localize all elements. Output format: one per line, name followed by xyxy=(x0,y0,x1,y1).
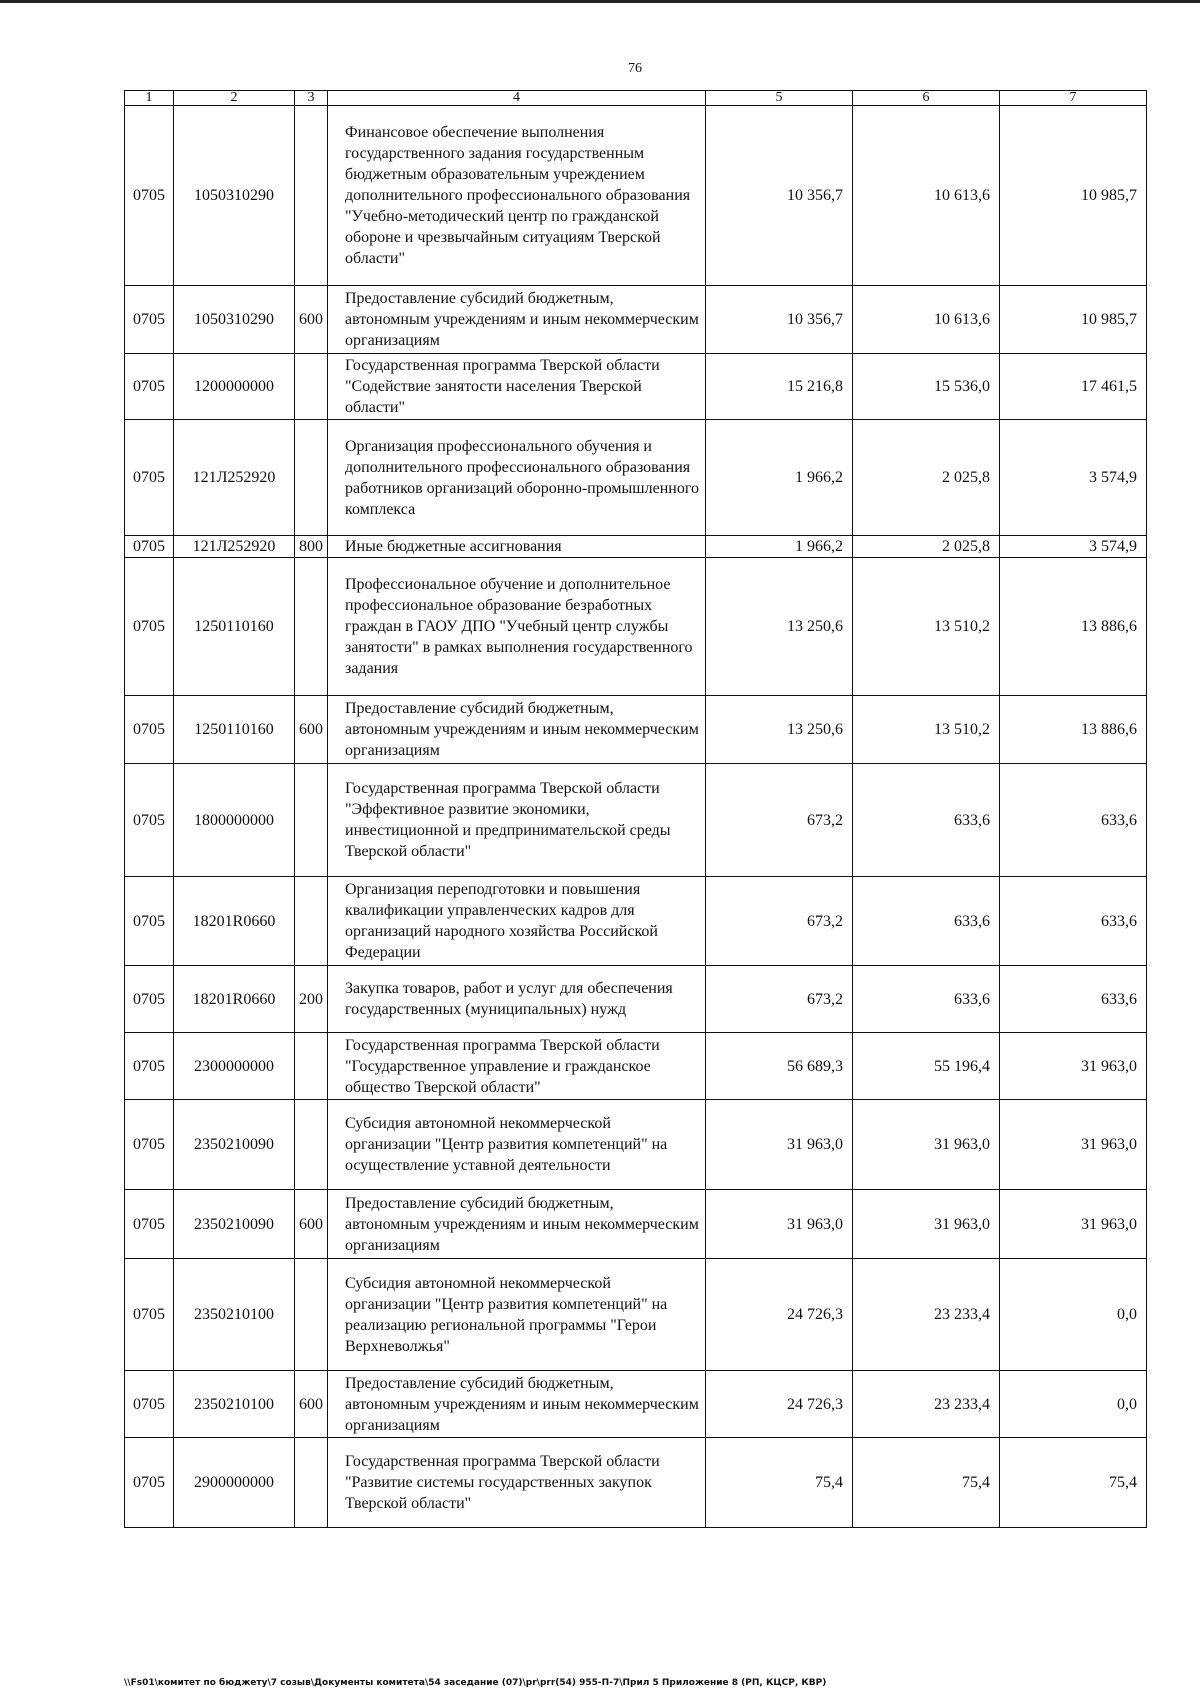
cell-value-1: 24 726,3 xyxy=(706,1371,853,1438)
cell-value-3: 31 963,0 xyxy=(1000,1190,1147,1259)
cell-value-3: 31 963,0 xyxy=(1000,1033,1147,1100)
cell-value-1: 56 689,3 xyxy=(706,1033,853,1100)
cell-name: Предоставление субсидий бюджетным, автономным учреждениям и иным некоммерческим организациям xyxy=(328,1371,706,1438)
cell-razdel: 0705 xyxy=(125,106,174,286)
cell-razdel: 0705 xyxy=(125,764,174,877)
cell-value-1: 1 966,2 xyxy=(706,536,853,558)
cell-razdel: 0705 xyxy=(125,1190,174,1259)
cell-value-3: 17 461,5 xyxy=(1000,354,1147,420)
cell-name: Закупка товаров, работ и услуг для обеспечения государственных (муниципальных) нужд xyxy=(328,966,706,1033)
cell-vr xyxy=(295,1438,328,1528)
file-path-footer: \\Fs01\комитет по бюджету\7 созыв\Документы комитета\54 заседание (07)\pr\prr(54) 955-П-7\Прил 5 Приложение 8 (РП, КЦСР, КВР) xyxy=(124,1678,827,1688)
cell-csr: 1050310290 xyxy=(174,106,295,286)
table-row xyxy=(125,536,1147,558)
cell-value-2: 10 613,6 xyxy=(853,286,1000,354)
cell-value-1: 673,2 xyxy=(706,764,853,877)
cell-csr: 18201R0660 xyxy=(174,966,295,1033)
col-header: 4 xyxy=(328,91,706,106)
cell-name: Государственная программа Тверской области "Развитие системы государственных закупок Тверской области" xyxy=(328,1438,706,1528)
col-header: 2 xyxy=(174,91,295,106)
cell-razdel: 0705 xyxy=(125,286,174,354)
cell-csr: 2350210090 xyxy=(174,1190,295,1259)
cell-razdel: 0705 xyxy=(125,1100,174,1190)
cell-vr xyxy=(295,420,328,536)
scan-border xyxy=(0,0,1200,3)
cell-value-2: 633,6 xyxy=(853,877,1000,966)
cell-value-2: 633,6 xyxy=(853,764,1000,877)
col-header: 7 xyxy=(1000,91,1147,106)
budget-table xyxy=(124,90,1147,1528)
cell-csr: 2350210090 xyxy=(174,1100,295,1190)
cell-value-3: 0,0 xyxy=(1000,1371,1147,1438)
table-row xyxy=(125,106,1147,286)
cell-vr: 600 xyxy=(295,286,328,354)
cell-razdel: 0705 xyxy=(125,536,174,558)
cell-csr: 1800000000 xyxy=(174,764,295,877)
cell-razdel: 0705 xyxy=(125,558,174,696)
cell-csr: 121Л252920 xyxy=(174,536,295,558)
cell-vr: 800 xyxy=(295,536,328,558)
cell-value-1: 10 356,7 xyxy=(706,106,853,286)
cell-value-2: 15 536,0 xyxy=(853,354,1000,420)
table-row xyxy=(125,1438,1147,1528)
table-row xyxy=(125,696,1147,764)
col-header: 6 xyxy=(853,91,1000,106)
cell-value-2: 2 025,8 xyxy=(853,536,1000,558)
cell-name: Финансовое обеспечение выполнения государственного задания государственным бюджетным образовательным учреждением дополнительного профессионального образования "Учебно-методический центр по гражданской обороне и чрезвычайным ситуациям Тверской области" xyxy=(328,106,706,286)
cell-vr xyxy=(295,1100,328,1190)
cell-vr: 600 xyxy=(295,1190,328,1259)
cell-value-1: 13 250,6 xyxy=(706,696,853,764)
cell-razdel: 0705 xyxy=(125,696,174,764)
table-row xyxy=(125,1033,1147,1100)
cell-razdel: 0705 xyxy=(125,877,174,966)
cell-vr xyxy=(295,354,328,420)
cell-csr: 121Л252920 xyxy=(174,420,295,536)
cell-value-3: 633,6 xyxy=(1000,966,1147,1033)
cell-csr: 1050310290 xyxy=(174,286,295,354)
page-number: 76 xyxy=(628,61,642,76)
cell-razdel: 0705 xyxy=(125,1371,174,1438)
table-row xyxy=(125,1259,1147,1371)
cell-vr xyxy=(295,558,328,696)
cell-vr xyxy=(295,1033,328,1100)
cell-value-1: 1 966,2 xyxy=(706,420,853,536)
table-row xyxy=(125,1190,1147,1259)
cell-vr xyxy=(295,106,328,286)
col-header: 1 xyxy=(125,91,174,106)
cell-value-3: 633,6 xyxy=(1000,764,1147,877)
cell-razdel: 0705 xyxy=(125,354,174,420)
cell-csr: 2300000000 xyxy=(174,1033,295,1100)
col-header: 5 xyxy=(706,91,853,106)
table-row xyxy=(125,354,1147,420)
cell-name: Предоставление субсидий бюджетным, автономным учреждениям и иным некоммерческим организациям xyxy=(328,286,706,354)
table-row xyxy=(125,286,1147,354)
cell-csr: 1250110160 xyxy=(174,696,295,764)
table-row xyxy=(125,877,1147,966)
cell-name: Субсидия автономной некоммерческой организации "Центр развития компетенций" на осуществление уставной деятельности xyxy=(328,1100,706,1190)
cell-value-1: 673,2 xyxy=(706,966,853,1033)
cell-name: Предоставление субсидий бюджетным, автономным учреждениям и иным некоммерческим организациям xyxy=(328,696,706,764)
table-row xyxy=(125,558,1147,696)
cell-value-2: 13 510,2 xyxy=(853,558,1000,696)
cell-value-3: 10 985,7 xyxy=(1000,106,1147,286)
cell-vr: 200 xyxy=(295,966,328,1033)
cell-value-2: 31 963,0 xyxy=(853,1190,1000,1259)
cell-name: Иные бюджетные ассигнования xyxy=(328,536,706,558)
cell-csr: 18201R0660 xyxy=(174,877,295,966)
cell-razdel: 0705 xyxy=(125,1259,174,1371)
cell-razdel: 0705 xyxy=(125,420,174,536)
cell-vr xyxy=(295,1259,328,1371)
table-row xyxy=(125,764,1147,877)
cell-vr xyxy=(295,877,328,966)
cell-csr: 2350210100 xyxy=(174,1371,295,1438)
cell-value-3: 10 985,7 xyxy=(1000,286,1147,354)
cell-value-2: 633,6 xyxy=(853,966,1000,1033)
header-row xyxy=(125,91,1147,106)
cell-value-3: 3 574,9 xyxy=(1000,420,1147,536)
table-row xyxy=(125,966,1147,1033)
cell-vr: 600 xyxy=(295,1371,328,1438)
cell-value-1: 31 963,0 xyxy=(706,1100,853,1190)
cell-razdel: 0705 xyxy=(125,1438,174,1528)
cell-value-1: 75,4 xyxy=(706,1438,853,1528)
cell-value-3: 31 963,0 xyxy=(1000,1100,1147,1190)
cell-name: Профессиональное обучение и дополнительное профессиональное образование безработных граждан в ГАОУ ДПО "Учебный центр службы занятости" в рамках выполнения государственного задания xyxy=(328,558,706,696)
cell-csr: 1200000000 xyxy=(174,354,295,420)
cell-value-2: 23 233,4 xyxy=(853,1259,1000,1371)
cell-value-3: 3 574,9 xyxy=(1000,536,1147,558)
cell-value-1: 24 726,3 xyxy=(706,1259,853,1371)
cell-value-3: 13 886,6 xyxy=(1000,696,1147,764)
cell-name: Государственная программа Тверской области "Эффективное развитие экономики, инвестиционной и предпринимательской среды Тверской области" xyxy=(328,764,706,877)
table-row xyxy=(125,1371,1147,1438)
cell-csr: 2350210100 xyxy=(174,1259,295,1371)
cell-razdel: 0705 xyxy=(125,966,174,1033)
cell-value-1: 673,2 xyxy=(706,877,853,966)
cell-name: Государственная программа Тверской области "Государственное управление и гражданское общество Тверской области" xyxy=(328,1033,706,1100)
cell-value-1: 10 356,7 xyxy=(706,286,853,354)
cell-razdel: 0705 xyxy=(125,1033,174,1100)
cell-value-1: 13 250,6 xyxy=(706,558,853,696)
cell-name: Предоставление субсидий бюджетным, автономным учреждениям и иным некоммерческим организациям xyxy=(328,1190,706,1259)
cell-name: Организация профессионального обучения и дополнительного профессионального образования работников организаций оборонно-промышленного комплекса xyxy=(328,420,706,536)
cell-value-3: 13 886,6 xyxy=(1000,558,1147,696)
cell-value-2: 2 025,8 xyxy=(853,420,1000,536)
cell-value-2: 55 196,4 xyxy=(853,1033,1000,1100)
cell-csr: 2900000000 xyxy=(174,1438,295,1528)
cell-name: Государственная программа Тверской области "Содействие занятости населения Тверской области" xyxy=(328,354,706,420)
cell-value-2: 31 963,0 xyxy=(853,1100,1000,1190)
cell-vr xyxy=(295,764,328,877)
table-row xyxy=(125,420,1147,536)
cell-value-3: 75,4 xyxy=(1000,1438,1147,1528)
cell-value-2: 13 510,2 xyxy=(853,696,1000,764)
cell-value-2: 23 233,4 xyxy=(853,1371,1000,1438)
cell-value-1: 15 216,8 xyxy=(706,354,853,420)
cell-value-2: 75,4 xyxy=(853,1438,1000,1528)
cell-name: Субсидия автономной некоммерческой организации "Центр развития компетенций" на реализацию региональной программы "Герои Верхневолжья" xyxy=(328,1259,706,1371)
cell-value-3: 633,6 xyxy=(1000,877,1147,966)
cell-value-2: 10 613,6 xyxy=(853,106,1000,286)
col-header: 3 xyxy=(295,91,328,106)
cell-value-1: 31 963,0 xyxy=(706,1190,853,1259)
cell-name: Организация переподготовки и повышения квалификации управленческих кадров для организаций народного хозяйства Российской Федерации xyxy=(328,877,706,966)
table-row xyxy=(125,1100,1147,1190)
cell-csr: 1250110160 xyxy=(174,558,295,696)
cell-vr: 600 xyxy=(295,696,328,764)
cell-value-3: 0,0 xyxy=(1000,1259,1147,1371)
